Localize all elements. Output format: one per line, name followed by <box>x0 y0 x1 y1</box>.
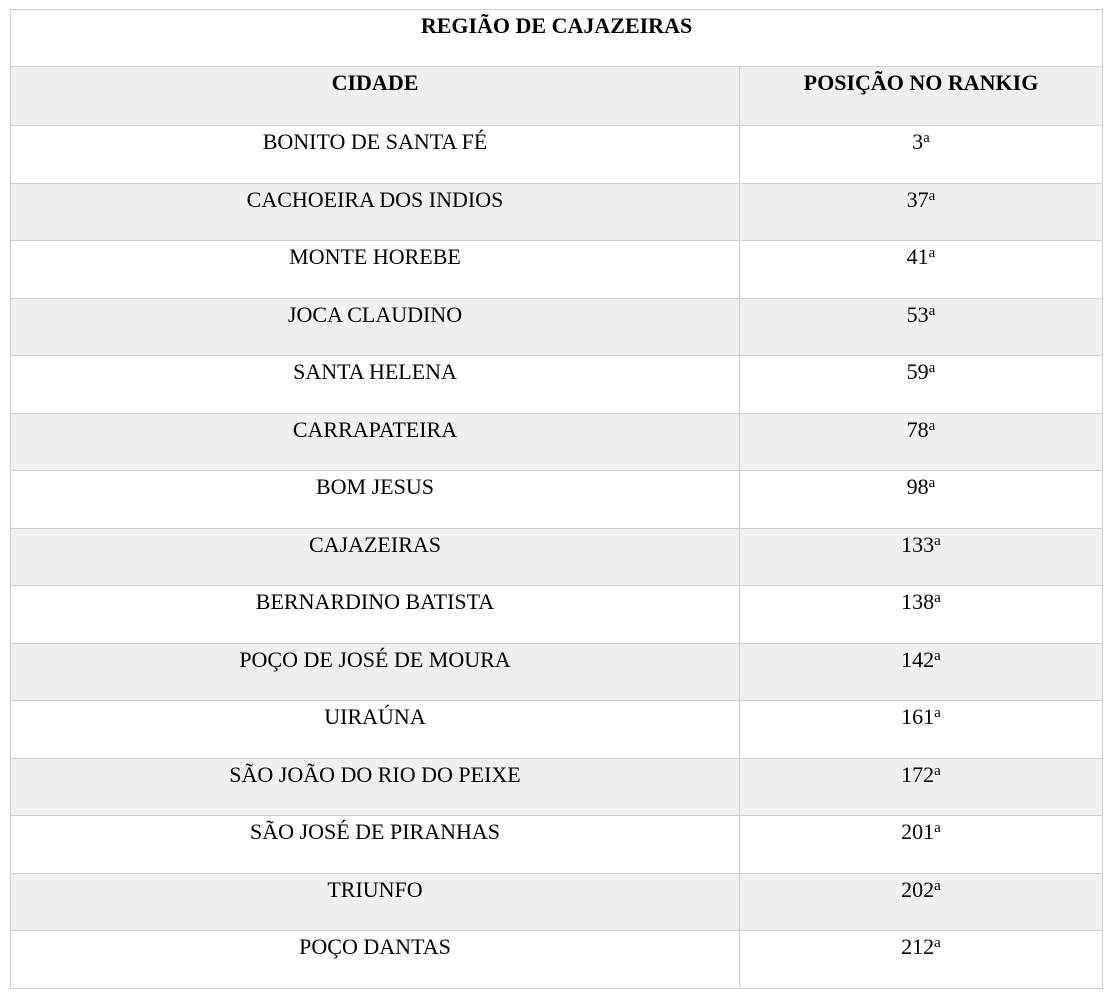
rank-number: 201 <box>901 819 935 844</box>
rank-number: 212 <box>901 934 935 959</box>
table-title: REGIÃO DE CAJAZEIRAS <box>11 10 1103 67</box>
ordinal-suffix: a <box>934 935 941 951</box>
table-row <box>11 241 1103 299</box>
rank-cell <box>740 241 1103 299</box>
rank-number: 59 <box>906 359 929 384</box>
city-cell: CAJAZEIRAS <box>11 528 740 586</box>
rank-number: 202 <box>901 876 935 902</box>
table-row <box>11 528 1103 586</box>
rank-number: 172 <box>901 761 935 787</box>
table-row <box>11 413 1103 471</box>
rank-cell <box>740 701 1103 759</box>
ordinal-suffix: a <box>934 532 941 549</box>
table-header-row <box>11 67 1103 126</box>
ordinal-suffix: a <box>934 590 941 606</box>
rank-cell <box>740 471 1103 529</box>
city-cell: SÃO JOÃO DO RIO DO PEIXE <box>11 758 740 816</box>
city-cell: TRIUNFO <box>11 873 740 931</box>
rank-number: 3 <box>912 129 924 154</box>
table-row <box>11 298 1103 356</box>
city-cell: MONTE HOREBE <box>11 241 740 299</box>
rank-cell <box>740 183 1103 241</box>
table-row <box>11 873 1103 931</box>
ordinal-suffix: a <box>934 705 941 721</box>
ranking-table-container <box>10 9 1102 989</box>
rank-number: 138 <box>901 589 935 614</box>
ordinal-suffix: a <box>928 245 936 261</box>
rank-number: 78 <box>906 416 929 442</box>
city-cell: CARRAPATEIRA <box>11 413 740 471</box>
ordinal-suffix: a <box>928 302 936 319</box>
table-row <box>11 701 1103 759</box>
rank-cell <box>740 816 1103 874</box>
ordinal-suffix: a <box>928 187 936 204</box>
ordinal-suffix: a <box>928 360 936 376</box>
city-cell: BERNARDINO BATISTA <box>11 586 740 644</box>
table-row <box>11 183 1103 241</box>
city-cell: JOCA CLAUDINO <box>11 298 740 356</box>
rank-number: 161 <box>901 704 935 729</box>
table-row <box>11 758 1103 816</box>
table-row <box>11 126 1103 184</box>
rank-cell <box>740 931 1103 989</box>
table-row <box>11 816 1103 874</box>
city-cell: SÃO JOSÉ DE PIRANHAS <box>11 816 740 874</box>
rank-number: 37 <box>906 186 929 212</box>
rank-cell <box>740 643 1103 701</box>
city-cell: SANTA HELENA <box>11 356 740 414</box>
ordinal-suffix: a <box>923 130 930 146</box>
rank-number: 142 <box>901 646 935 672</box>
city-cell: CACHOEIRA DOS INDIOS <box>11 183 740 241</box>
rank-cell <box>740 873 1103 931</box>
ordinal-suffix: a <box>934 820 941 836</box>
table-title-row <box>11 10 1103 67</box>
rank-number: 133 <box>901 531 935 557</box>
table-body <box>11 126 1103 989</box>
rank-number: 98 <box>906 474 929 499</box>
ranking-table <box>10 9 1103 989</box>
table-row <box>11 356 1103 414</box>
rank-cell <box>740 586 1103 644</box>
city-cell: BONITO DE SANTA FÉ <box>11 126 740 184</box>
table-row <box>11 471 1103 529</box>
rank-number: 41 <box>906 244 929 269</box>
ordinal-suffix: a <box>934 877 941 894</box>
ordinal-suffix: a <box>928 475 936 491</box>
ordinal-suffix: a <box>928 417 936 434</box>
rank-number: 53 <box>906 301 929 327</box>
rank-cell <box>740 356 1103 414</box>
table-row <box>11 586 1103 644</box>
rank-cell <box>740 298 1103 356</box>
rank-cell <box>740 126 1103 184</box>
city-cell: POÇO DE JOSÉ DE MOURA <box>11 643 740 701</box>
city-cell: BOM JESUS <box>11 471 740 529</box>
city-cell: POÇO DANTAS <box>11 931 740 989</box>
rank-cell <box>740 413 1103 471</box>
table-row <box>11 931 1103 989</box>
ordinal-suffix: a <box>934 647 941 664</box>
header-rank: POSIÇÃO NO RANKIG <box>740 67 1103 126</box>
ordinal-suffix: a <box>934 762 941 779</box>
rank-cell <box>740 758 1103 816</box>
header-city: CIDADE <box>11 67 740 126</box>
table-row <box>11 643 1103 701</box>
rank-cell <box>740 528 1103 586</box>
city-cell: UIRAÚNA <box>11 701 740 759</box>
